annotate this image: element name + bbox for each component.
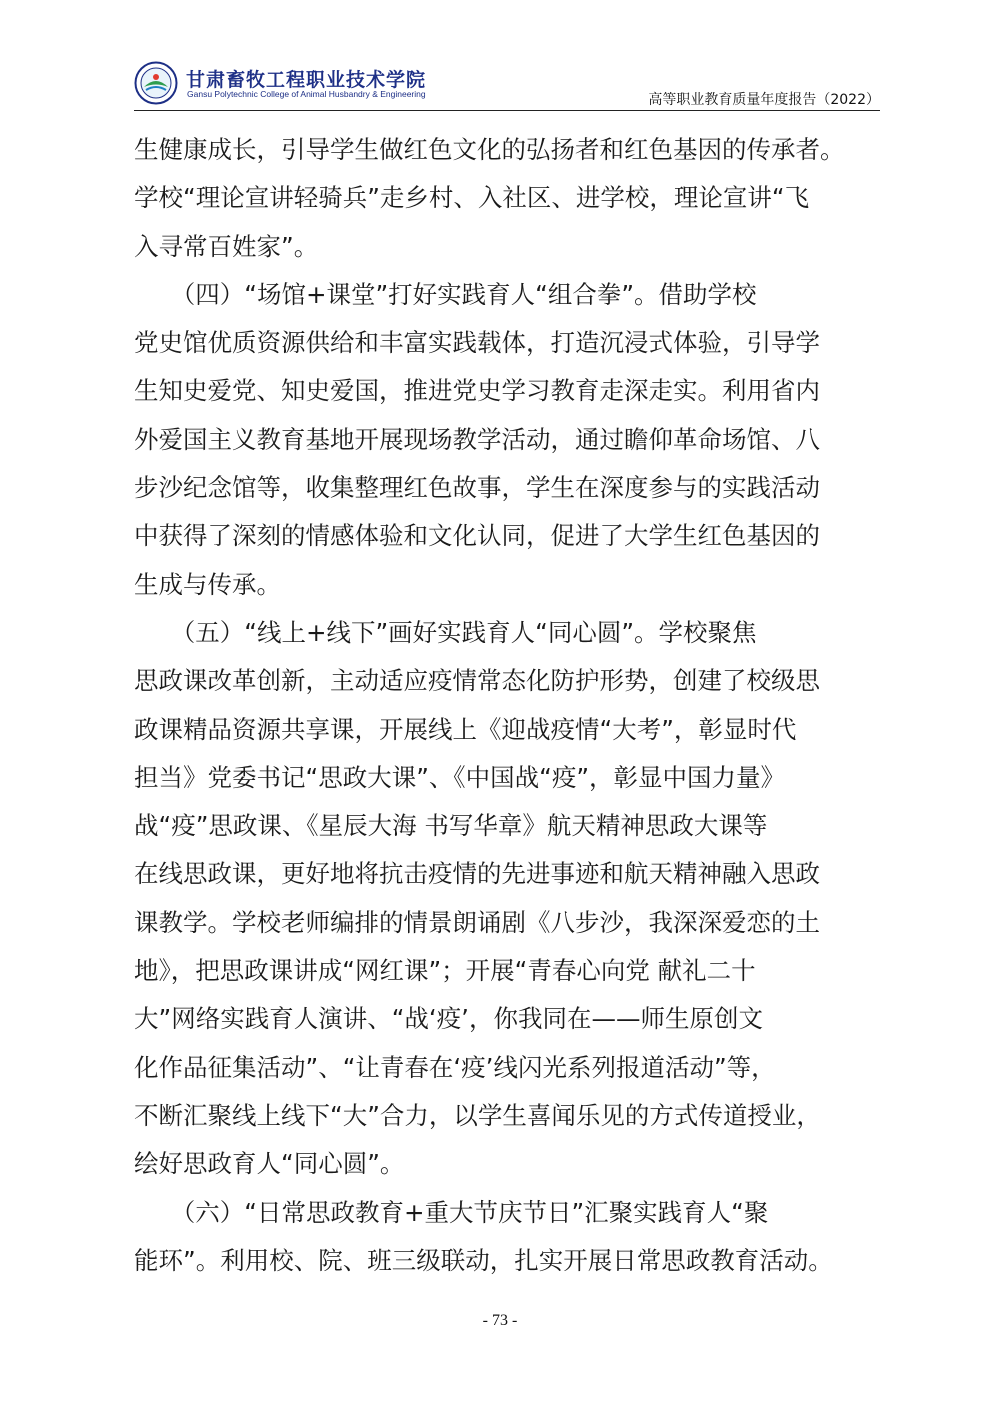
text-line: 战“疫”思政课、《星辰大海 书写华章》航天精神思政大课等 — [134, 811, 768, 841]
text-line: 化作品征集活动”、“让青春在‘疫’线闪光系列报道活动”等， — [134, 1052, 776, 1082]
school-name-cn: 甘肃畜牧工程职业技术学院 — [186, 69, 427, 91]
text-line: 绘好思政育人“同心圆”。 — [134, 1149, 405, 1179]
page-header — [134, 55, 880, 113]
text-line: 能环”。利用校、院、班三级联动，扎实开展日常思政教育活动。 — [134, 1245, 833, 1275]
text-line: 步沙纪念馆等，收集整理红色故事，学生在深度参与的实践活动 — [134, 473, 820, 503]
text-line: 政课精品资源共享课，开展线上《迎战疫情“大考”，彰显时代 — [134, 714, 797, 744]
report-title: 高等职业教育质量年度报告（2022） — [648, 92, 880, 108]
text-line: （六）“日常思政教育+重大节庆节日”汇聚实践育人“聚 — [134, 1197, 769, 1227]
school-name-en: Gansu Polytechnic College of Animal Husbandry & Engineering — [187, 89, 426, 99]
text-line: 中获得了深刻的情感体验和文化认同，促进了大学生红色基因的 — [134, 521, 820, 551]
header-divider — [134, 110, 880, 111]
text-line: 入寻常百姓家”。 — [134, 231, 319, 261]
text-line: 生成与传承。 — [134, 569, 281, 599]
text-line: 地》，把思政课讲成“网红课”；开展“青春心向党 献礼二十 — [134, 956, 756, 986]
text-line: 生知史爱党、知史爱国，推进党史学习教育走深走实。利用省内 — [134, 376, 820, 406]
text-line: 大”网络实践育人演讲、“战‘疫’，你我同在——师生原创文 — [134, 1004, 763, 1034]
text-line: 担当》党委书记“思政大课”、《中国战“疫”，彰显中国力量》 — [134, 762, 786, 792]
text-line: 思政课改革创新，主动适应疫情常态化防护形势，创建了校级思 — [134, 666, 820, 696]
page-number: - 73 - — [482, 1312, 518, 1329]
text-line: 在线思政课，更好地将抗击疫情的先进事迹和航天精神融入思政 — [134, 859, 820, 889]
paragraph-section-4 — [134, 271, 880, 609]
text-line: （五）“线上+线下”画好实践育人“同心圆”。学校聚焦 — [134, 617, 757, 647]
paragraph-continuation — [134, 126, 880, 271]
text-line: 学校“理论宣讲轻骑兵”走乡村、入社区、进学校，理论宣讲“飞 — [134, 183, 810, 213]
text-line: 外爱国主义教育基地开展现场教学活动，通过瞻仰革命场馆、八 — [134, 424, 820, 454]
paragraph-section-6 — [134, 1189, 880, 1286]
text-line: 课教学。学校老师编排的情景朗诵剧《八步沙，我深深爱恋的土 — [134, 907, 820, 937]
text-line: （四）“场馆+课堂”打好实践育人“组合拳”。借助学校 — [134, 279, 757, 309]
text-line: 生健康成长，引导学生做红色文化的弘扬者和红色基因的传承者。 — [134, 135, 845, 164]
text-line: 不断汇聚线上线下“大”合力，以学生喜闻乐见的方式传道授业， — [134, 1100, 821, 1130]
text-line: 党史馆优质资源供给和丰富实践载体，打造沉浸式体验，引导学 — [134, 328, 820, 358]
body-text — [134, 126, 880, 1285]
school-logo-icon — [134, 61, 178, 105]
paragraph-section-5 — [134, 609, 880, 1189]
